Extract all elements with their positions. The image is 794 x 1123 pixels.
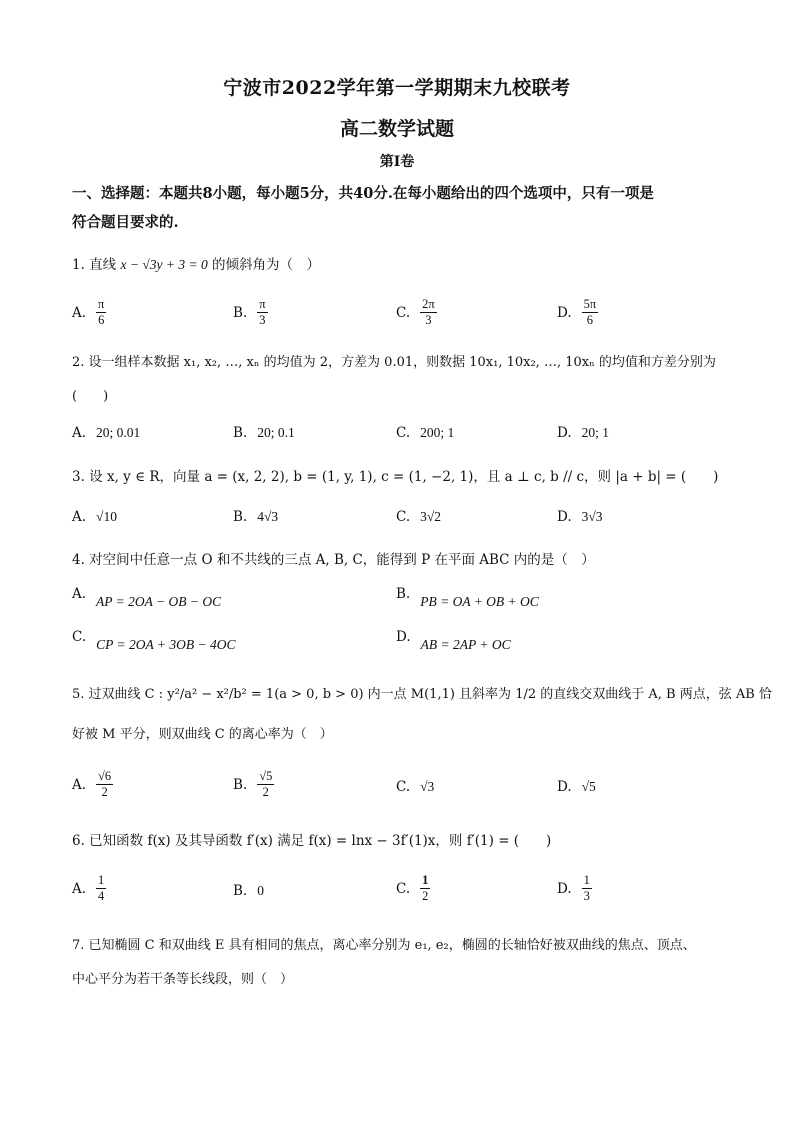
q6-option-a[interactable]: A. $\frac{1}{4}$ <box>72 873 105 903</box>
q1-option-a[interactable]: A. $\frac{\pi}{6}$ <box>72 297 105 327</box>
question-5 <box>72 684 772 746</box>
q5-option-c[interactable]: C. √3 <box>396 779 435 795</box>
q5-option-b[interactable]: B. $\frac{√5}{2}$ <box>233 769 273 799</box>
question-3: 3. 设 x, y ∈ R，向量 a = (x, 2, 2), b = (1, y, 1), c = (1, −2, 1)，且 a ⊥ c, b // c，则 |a + b| = ( ) <box>72 469 719 485</box>
question-2 <box>72 352 722 408</box>
q5-option-a[interactable]: A. $\frac{√6}{2}$ <box>72 769 112 799</box>
q3-option-a[interactable]: A. √10 <box>72 509 117 525</box>
fraction: $\frac{\pi}{3}$ <box>259 297 266 327</box>
section-heading-line1: 一、选择题：本题共8小题，每小题5分，共40分.在每小题给出的四个选项中，只有一项是 <box>72 185 654 202</box>
q2-option-d[interactable]: D. 20; 1 <box>557 425 610 441</box>
fraction: $\frac{√6}{2}$ <box>98 769 112 799</box>
question-5-line2: 好被 M 平分，则双曲线 C 的离心率为（ ） <box>72 727 333 742</box>
q6-option-c[interactable]: C. $\frac{1}{2}$ <box>396 873 429 903</box>
exam-title: 宁波市2022学年第一学期期末九校联考 <box>223 77 571 99</box>
section-heading <box>72 179 722 237</box>
q3-option-d[interactable]: D. 3√3 <box>557 509 603 525</box>
question-7-line2: 中心平分为若干条等长线段，则（ ） <box>72 972 294 987</box>
q6-option-b[interactable]: B. 0 <box>233 883 264 899</box>
volume-label: 第I卷 <box>379 154 415 170</box>
q1-option-b[interactable]: B. $\frac{\pi}{3}$ <box>233 297 266 327</box>
question-5-line1: 5. 过双曲线 C : y²/a² − x²/b² = 1(a > 0, b > 0) 内一点 M(1,1) 且斜率为 1/2 的直线交双曲线于 A, B 两点，弦 AB 恰 <box>72 687 772 702</box>
section-heading-line2: 符合题目要求的. <box>72 214 179 231</box>
fraction: $\frac{1}{4}$ <box>98 873 105 903</box>
q5-option-d[interactable]: D. √5 <box>557 779 596 795</box>
fraction: $\frac{\pi}{6}$ <box>98 297 105 327</box>
question-4: 4. 对空间中任意一点 O 和不共线的三点 A, B, C，能得到 P 在平面 ABC 内的是（ ） <box>72 552 595 568</box>
q4-option-b[interactable]: B. PB = OA + OB + OC <box>396 586 539 609</box>
q1-option-d[interactable]: D. $\frac{5\pi}{6}$ <box>557 297 597 327</box>
q4-option-d[interactable]: D. AB = 2AP + OC <box>396 629 511 652</box>
fraction: $\frac{1}{2}$ <box>422 873 429 903</box>
fraction: $\frac{1}{3}$ <box>583 873 590 903</box>
q2-option-a[interactable]: A. 20; 0.01 <box>72 425 141 441</box>
fraction: $\frac{2\pi}{3}$ <box>422 297 435 327</box>
question-2-line1: 2. 设一组样本数据 x₁, x₂, …, xₙ 的均值为 2，方差为 0.01，则数据 10x₁, 10x₂, …, 10xₙ 的均值和方差分别为 <box>72 355 716 370</box>
question-1-post: 的倾斜角为（ ） <box>212 257 320 273</box>
fraction: $\frac{5\pi}{6}$ <box>583 297 597 327</box>
question-2-line2: ( ) <box>72 389 109 404</box>
question-7-line1: 7. 已知椭圆 C 和双曲线 E 具有相同的焦点，离心率分别为 e₁, e₂，椭圆的长轴恰好被双曲线的焦点、顶点、 <box>72 938 696 953</box>
q3-option-c[interactable]: C. 3√2 <box>396 509 442 525</box>
question-1 <box>72 254 722 276</box>
q4-option-a[interactable]: A. AP = 2OA − OB − OC <box>72 586 222 609</box>
q1-option-c[interactable]: C. $\frac{2\pi}{3}$ <box>396 297 435 327</box>
q4-option-c[interactable]: C. CP = 2OA + 3OB − 4OC <box>72 629 236 652</box>
q2-option-c[interactable]: C. 200; 1 <box>396 425 455 441</box>
q6-option-d[interactable]: D. $\frac{1}{3}$ <box>557 873 590 903</box>
q2-option-b[interactable]: B. 20; 0.1 <box>233 425 295 441</box>
fraction: $\frac{√5}{2}$ <box>259 769 273 799</box>
question-6: 6. 已知函数 f(x) 及其导函数 f′(x) 满足 f(x) = lnx − 3f′(1)x，则 f′(1) = ( ) <box>72 833 552 849</box>
q3-option-b[interactable]: B. 4√3 <box>233 509 279 525</box>
question-1-pre: 1. 直线 <box>72 257 117 273</box>
question-7 <box>72 935 722 991</box>
question-1-expr: x − √3y + 3 = 0 <box>120 257 208 272</box>
exam-subtitle: 高二数学试题 <box>339 118 454 140</box>
